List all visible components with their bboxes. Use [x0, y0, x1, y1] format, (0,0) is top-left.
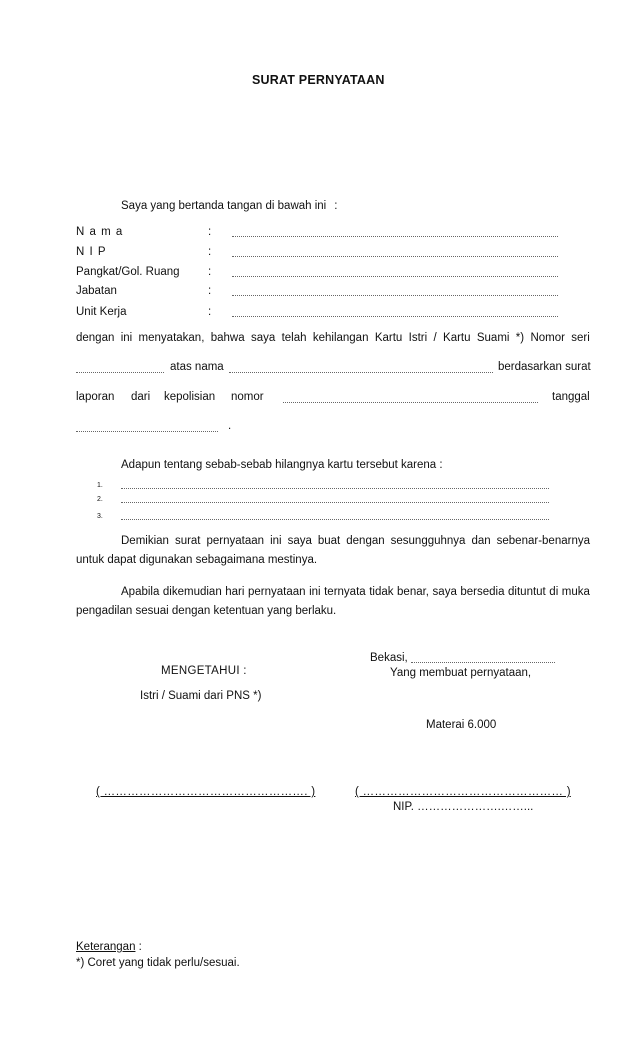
statement-line-3-dari: dari: [131, 391, 151, 403]
berdasarkan-surat-text: berdasarkan surat: [498, 361, 591, 373]
pangkat-fill-line[interactable]: [232, 276, 558, 277]
statement-line-1: dengan ini menyatakan, bahwa saya telah kehilangan Kartu Istri / Kartu Suami *) Nomor seri: [76, 332, 590, 344]
field-colon: :: [208, 266, 212, 278]
field-colon: :: [208, 226, 212, 238]
field-colon: :: [208, 285, 212, 297]
note-heading: Keterangan :: [76, 941, 142, 953]
nama-fill-line[interactable]: [232, 236, 558, 237]
closing-1-line-2: untuk dapat digunakan sebagaimana mestinya.: [76, 554, 318, 566]
date-fill-line[interactable]: [76, 431, 218, 432]
right-signature-line[interactable]: ( …………………………………………… ): [355, 786, 571, 798]
report-number-fill-line[interactable]: [283, 402, 538, 403]
atas-nama-fill-line[interactable]: [229, 372, 493, 373]
closing-2-line-1: Apabila dikemudian hari pernyataan ini ternyata tidak benar, saya bersedia dituntut di muka: [121, 586, 590, 598]
acknowledge-label: MENGETAHUI :: [161, 665, 247, 677]
unit-kerja-fill-line[interactable]: [232, 316, 558, 317]
field-label-pangkat: Pangkat/Gol. Ruang: [76, 266, 180, 278]
reason-3-fill-line[interactable]: [121, 519, 549, 520]
reason-number-3: 3.: [97, 513, 103, 520]
jabatan-fill-line[interactable]: [232, 295, 558, 296]
field-colon: :: [208, 246, 212, 258]
stamp-label: Materai 6.000: [426, 719, 497, 731]
intro-text: Saya yang bertanda tangan di bawah ini :: [121, 200, 338, 212]
field-label-nama: N a m a: [76, 226, 124, 238]
serial-number-fill-line[interactable]: [76, 372, 164, 373]
closing-2-line-2: pengadilan sesuai dengan ketentuan yang berlaku.: [76, 605, 337, 617]
statement-end-period: .: [228, 420, 232, 432]
reasons-intro: Adapun tentang sebab-sebab hilangnya kartu tersebut karena :: [121, 459, 443, 471]
reason-number-1: 1.: [97, 482, 103, 489]
place-label: Bekasi,: [370, 652, 408, 664]
document-title: SURAT PERNYATAAN: [252, 73, 385, 87]
field-label-jabatan: Jabatan: [76, 285, 117, 297]
nip-fill-line[interactable]: [232, 256, 558, 257]
field-label-nip: N I P: [76, 246, 107, 258]
statement-line-3-laporan: laporan: [76, 391, 115, 403]
statement-line-3-kepolisian: kepolisian: [164, 391, 216, 403]
reason-1-fill-line[interactable]: [121, 488, 549, 489]
maker-label: Yang membuat pernyataan,: [390, 667, 532, 679]
field-label-unit-kerja: Unit Kerja: [76, 306, 127, 318]
nip-signature-line: NIP. ………………….……...: [393, 801, 534, 813]
reason-2-fill-line[interactable]: [121, 502, 549, 503]
note-text: *) Coret yang tidak perlu/sesuai.: [76, 957, 240, 969]
closing-1-line-1: Demikian surat pernyataan ini saya buat dengan sesungguhnya dan sebenar-benarnya: [121, 535, 590, 547]
spouse-label: Istri / Suami dari PNS *): [140, 690, 262, 702]
atas-nama-text: atas nama: [170, 361, 224, 373]
date-signed-fill-line[interactable]: [411, 662, 555, 663]
left-signature-line[interactable]: ( ……………………………………………. ): [96, 786, 316, 798]
field-colon: :: [208, 306, 212, 318]
reason-number-2: 2.: [97, 496, 103, 503]
statement-line-3-nomor: nomor: [231, 391, 264, 403]
tanggal-text: tanggal: [552, 391, 590, 403]
